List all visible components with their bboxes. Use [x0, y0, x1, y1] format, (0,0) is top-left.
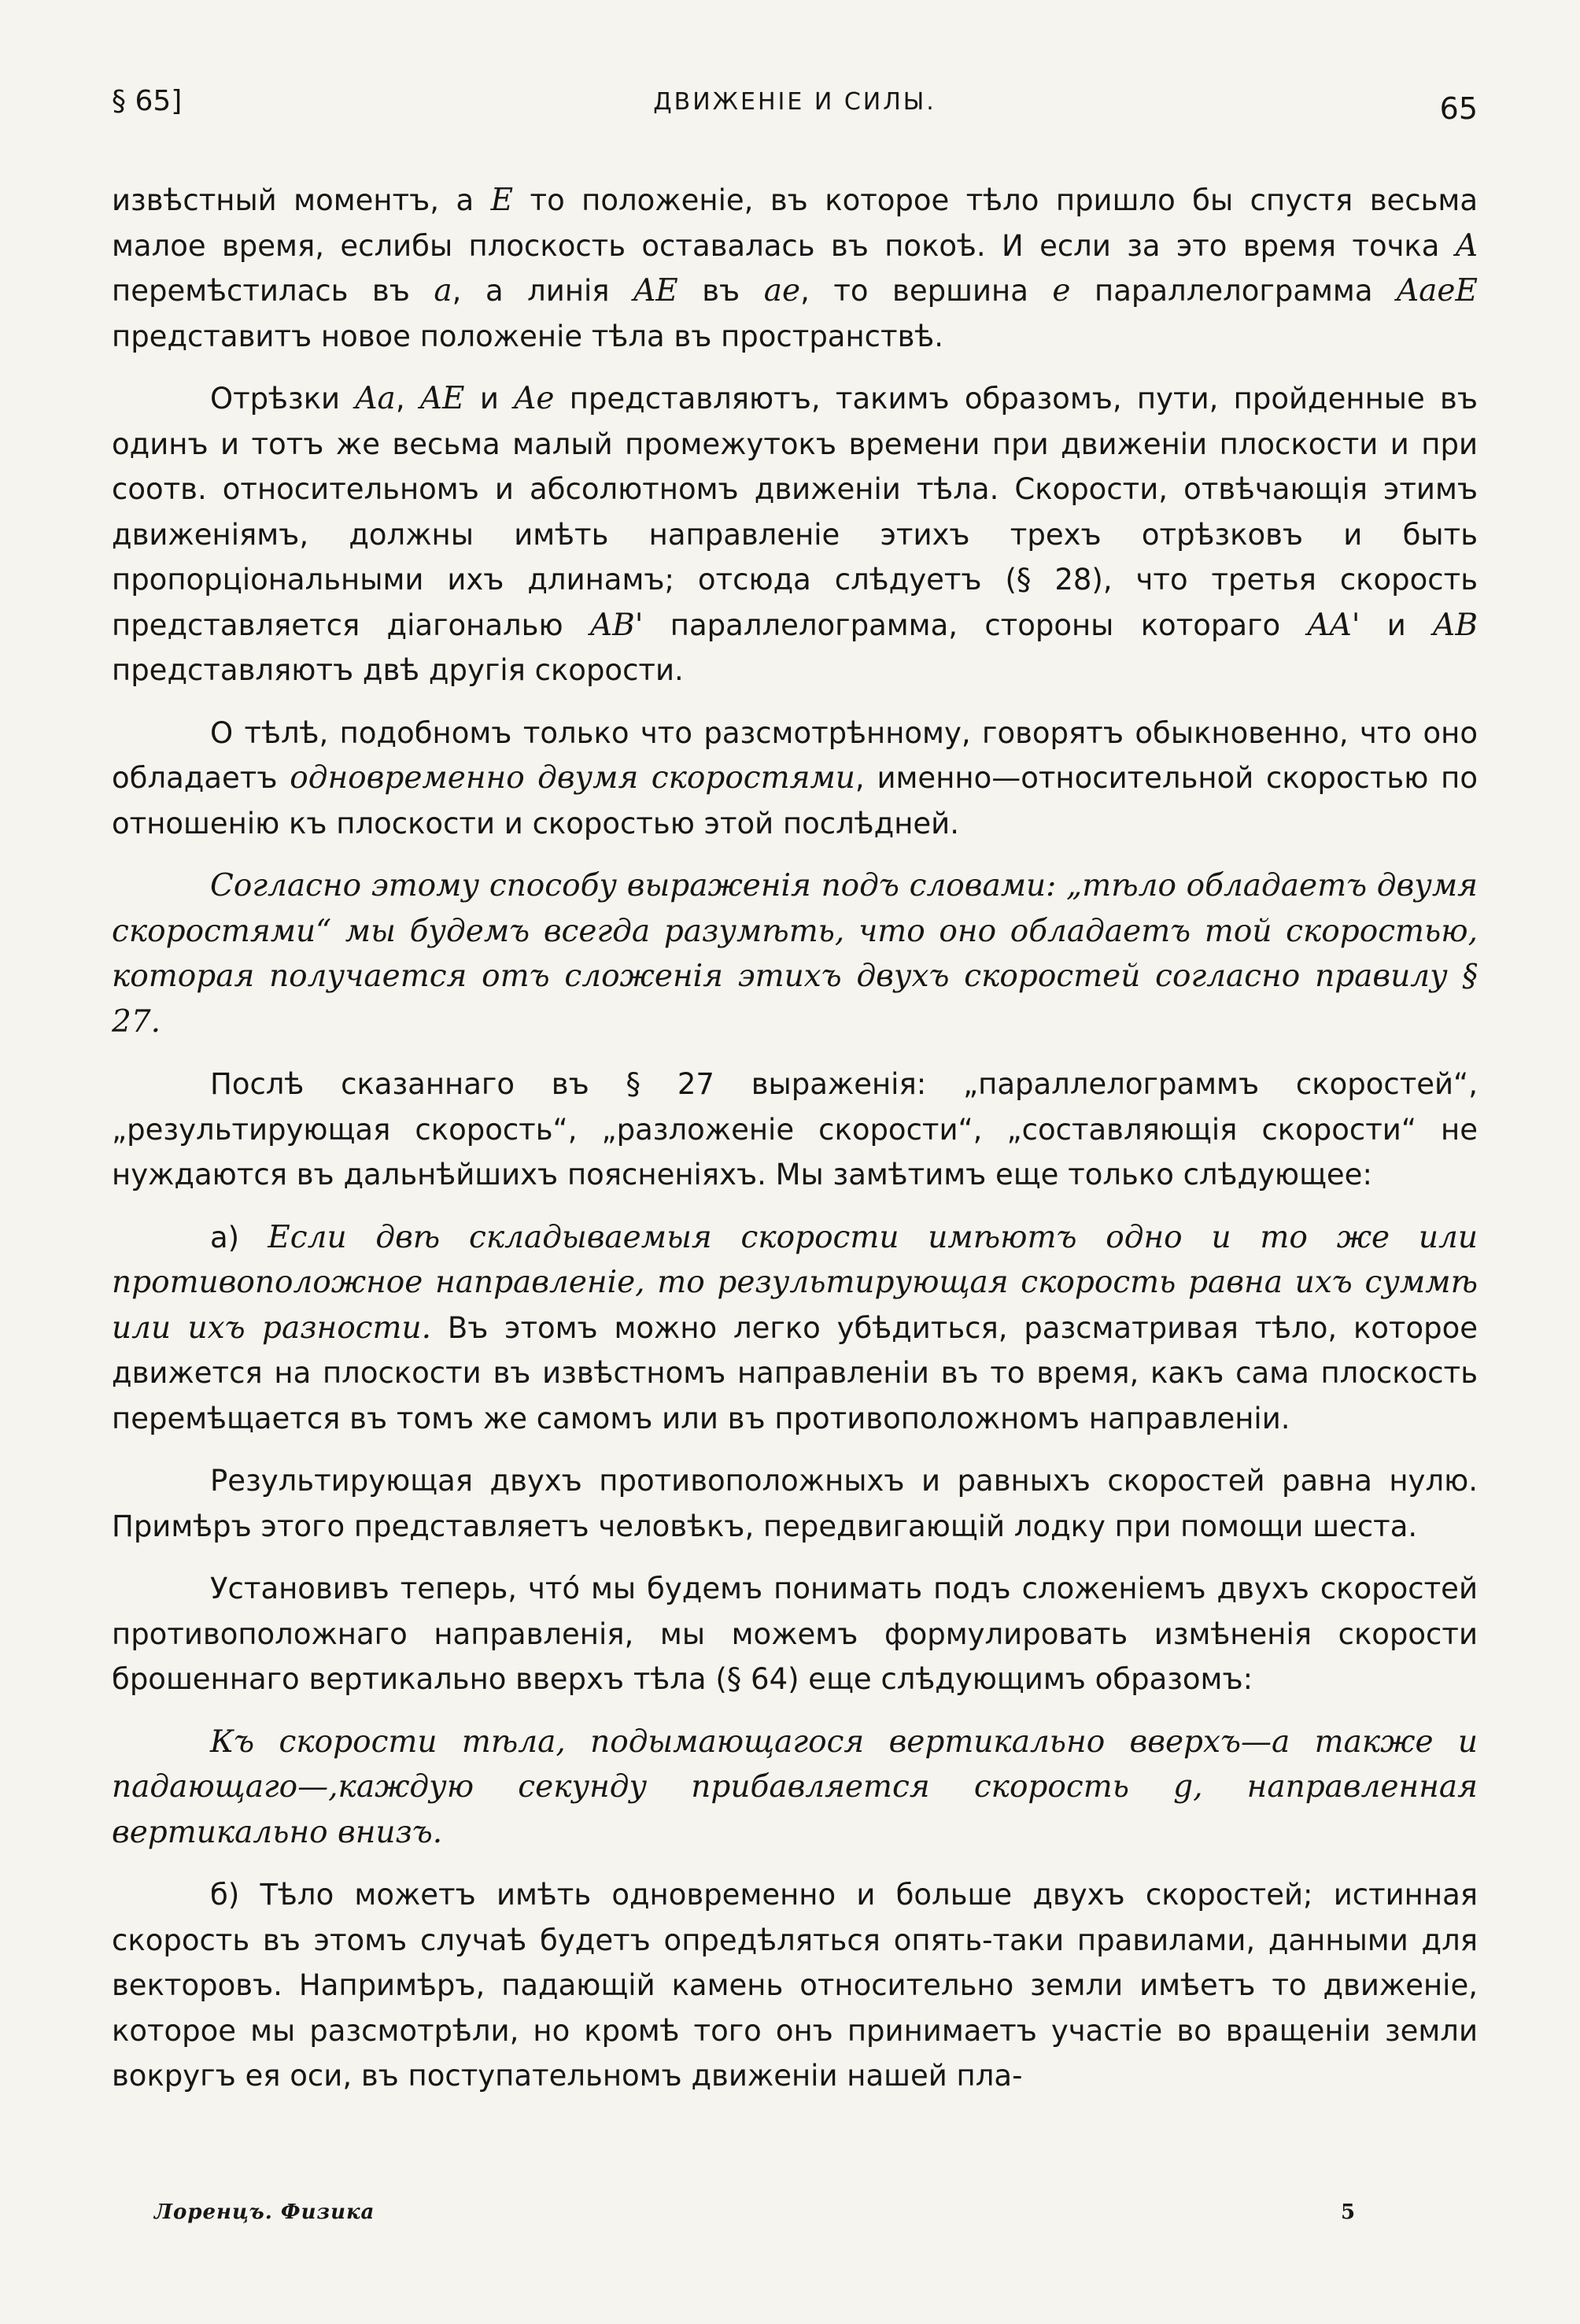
page-body: [112, 178, 1478, 2099]
paragraph: [112, 1720, 1478, 1856]
text-run: то положеніе, въ которое тѣло пришло бы спустя весьма малое время, еслибы плоскость оставалась въ покоѣ. И если за это время точка: [112, 183, 1478, 263]
italic-text: AB': [589, 607, 644, 643]
text-run: , именно—относительной скоростью по отношенію къ плоскости и скоростью этой послѣдней.: [112, 761, 1478, 841]
italic-text: Если двѣ складываемыя скорости имѣютъ одно и то же или противоположное направленіе, то результирующая скорость равна ихъ суммѣ или ихъ разности.: [112, 1219, 1478, 1346]
text-run: и: [1360, 608, 1434, 642]
italic-text: a: [434, 273, 452, 309]
paragraph: [112, 1872, 1478, 2099]
italic-text: Aa: [355, 381, 396, 416]
text-run: Отрѣзки: [210, 382, 356, 416]
text-run: въ: [677, 274, 764, 308]
text-run: Результирующая двухъ противоположныхъ и равныхъ скоростей равна нулю. Примѣръ этого представляетъ человѣкъ, передвигающій лодку при помощи шеста.: [112, 1464, 1478, 1543]
paragraph: [112, 863, 1478, 1044]
paragraph: [112, 1062, 1478, 1198]
italic-text: Согласно этому способу выраженія подъ словами: „тѣло обладаетъ двумя скоростями“ мы будемъ всегда разумѣть, что оно обладаетъ той скоростью, которая получается отъ сложенія этихъ двухъ скоростей согласно правилу § 27.: [112, 868, 1478, 1040]
text-run: ,: [395, 382, 420, 416]
paragraph: [112, 1215, 1478, 1442]
italic-text: AB: [1433, 607, 1478, 643]
italic-text: e: [1052, 273, 1071, 309]
footer-author-title: Лоренцъ. Физика: [154, 2200, 375, 2224]
footer-sheet-number: 5: [1341, 2200, 1356, 2224]
italic-text: E: [490, 183, 514, 218]
text-run: извѣстный моментъ, а: [112, 183, 491, 217]
text-run: б) Тѣло можетъ имѣть одновременно и больше двухъ скоростей; истинная скорость въ этомъ случаѣ будетъ опредѣляться опять-таки правилами, данными для векторовъ. Напримѣръ, падающій камень относительно земли имѣетъ то движеніе, которое мы разсмотрѣли, но кромѣ того онъ принимаетъ участіе во вращеніи земли вокругъ ея оси, въ поступательномъ движеніи нашей пла-: [112, 1878, 1478, 2093]
paragraph: [112, 1566, 1478, 1702]
text-run: Послѣ сказаннаго въ § 27 выраженія: „параллелограммъ скоростей“, „результирующая скорость“, „разложеніе скорости“, „составляющія скорости“ не нуждаются въ дальнѣйшихъ поясненіяхъ. Мы замѣтимъ еще только слѣдующее:: [112, 1067, 1478, 1192]
text-run: представляютъ двѣ другія скорости.: [112, 653, 684, 687]
paragraph: [112, 376, 1478, 693]
italic-text: Ae: [514, 381, 555, 416]
text-run: параллелограмма, стороны котораго: [643, 608, 1308, 642]
paragraph: [112, 1458, 1478, 1549]
running-title: ДВИЖЕНІЕ И СИЛЫ.: [653, 88, 936, 116]
text-run: и: [464, 382, 515, 416]
paragraph: [112, 178, 1478, 359]
italic-text: одновременно двумя скоростями: [290, 760, 855, 796]
italic-text: ae: [763, 273, 801, 309]
italic-text: Къ скорости тѣла, подымающагося вертикально вверхъ—а также и падающаго—,каждую секунду прибавляется скорость g, направленная вертикально внизъ.: [112, 1724, 1478, 1850]
text-run: представитъ новое положеніе тѣла въ пространствѣ.: [112, 319, 943, 353]
text-run: Установивъ теперь, что́ мы будемъ понимать подъ сложеніемъ двухъ скоростей противоположнаго направленія, мы можемъ формулировать измѣненія скорости брошеннаго вертикально вверхъ тѣла (§ 64) еще слѣдующимъ образомъ:: [112, 1572, 1478, 1696]
text-run: , то вершина: [800, 274, 1053, 308]
italic-text: AE: [633, 273, 678, 309]
text-run: Въ этомъ можно легко убѣдиться, разсматривая тѣло, которое движется на плоскости въ извѣстномъ направленіи въ то время, какъ сама плоскость перемѣщается въ томъ же самомъ или въ противоположномъ направленіи.: [112, 1310, 1478, 1435]
text-run: , а линія: [452, 274, 634, 308]
italic-text: AaeE: [1397, 273, 1478, 309]
text-run: а): [210, 1220, 268, 1254]
page-number: 65: [1439, 91, 1478, 126]
section-reference: § 65]: [112, 85, 183, 117]
text-run: параллелограмма: [1070, 274, 1397, 308]
text-run: перемѣстилась въ: [112, 274, 434, 308]
text-run: представляютъ, такимъ образомъ, пути, пройденные въ одинъ и тотъ же весьма малый промежутокъ времени при движеніи плоскости и при соотв. относительномъ и абсолютномъ движеніи тѣла. Скорости, отвѣчающія этимъ движеніямъ, должны имѣть направленіе этихъ трехъ отрѣзковъ и быть пропорціональными ихъ длинамъ; отсюда слѣдуетъ (§ 28), что третья скорость представляется діагональю: [112, 382, 1478, 642]
paragraph: [112, 711, 1478, 847]
italic-text: AE: [419, 381, 465, 416]
italic-text: AA': [1307, 607, 1360, 643]
running-header: [112, 79, 1478, 142]
italic-text: A: [1455, 227, 1478, 264]
text-run: О тѣлѣ, подобномъ только что разсмотрѣнному, говорятъ обыкновенно, что оно обладаетъ: [112, 715, 1478, 795]
